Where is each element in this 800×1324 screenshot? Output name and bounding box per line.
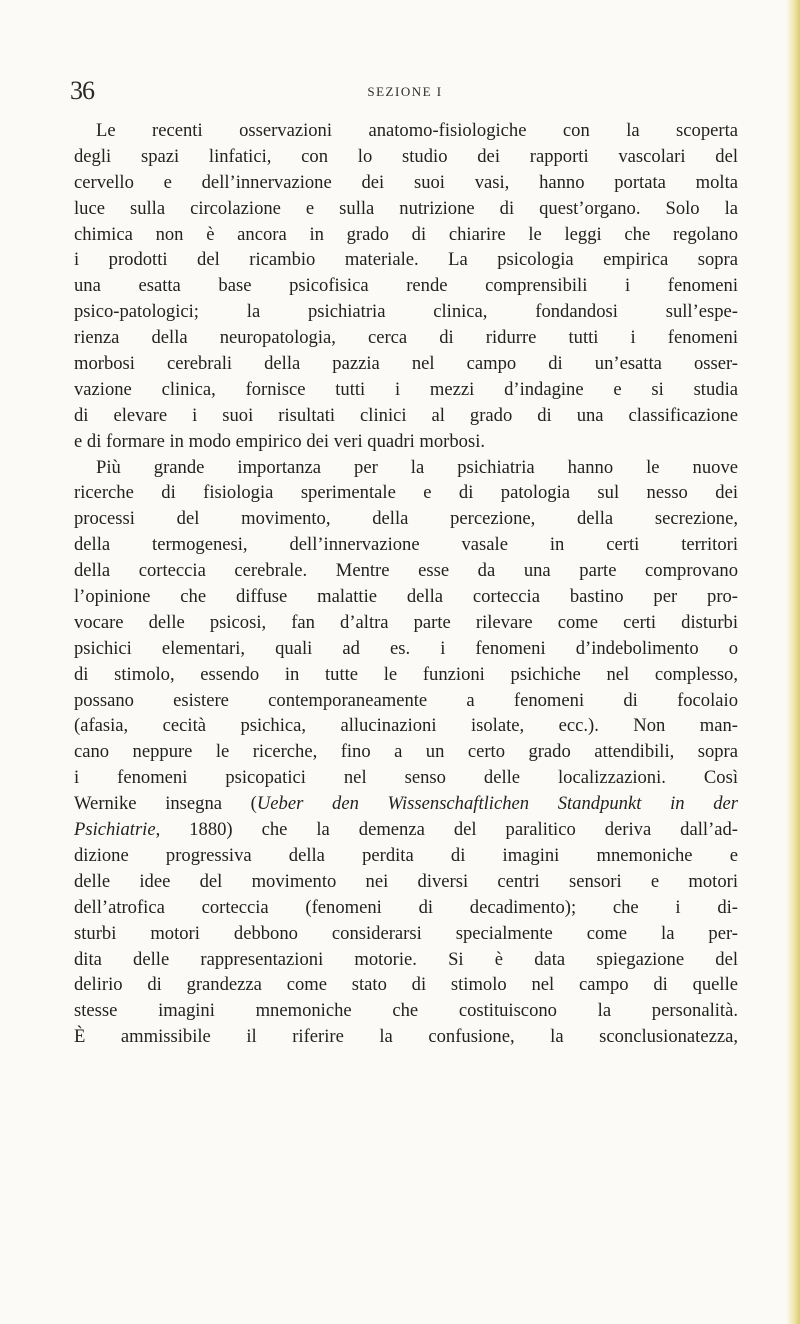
text-line: l’opinione che diffuse malattie della corteccia bastino per pro- bbox=[74, 586, 738, 608]
text-line: dell’atrofica corteccia (fenomeni di decadimento); che i di- bbox=[74, 896, 738, 918]
text-segment: , 1880) che la demenza del paralitico deriva dall’ad- bbox=[155, 819, 738, 841]
text-line: della corteccia cerebrale. Mentre esse da una parte comprovano bbox=[74, 560, 738, 582]
text-line: cano neppure le ricerche, fino a un certo grado attendibili, sopra bbox=[74, 741, 738, 763]
text-line: Più grande importanza per la psichiatria hanno le nuove bbox=[96, 456, 738, 478]
cited-work-title: Ueber den Wissenschaftlichen Standpunkt in der bbox=[256, 793, 738, 815]
text-line: psichici elementari, quali ad es. i fenomeni d’indebolimento o bbox=[74, 637, 738, 659]
text-line: delle idee del movimento nei diversi centri sensori e motori bbox=[74, 870, 738, 892]
text-line: degli spazi linfatici, con lo studio dei rapporti vascolari del bbox=[74, 145, 738, 167]
text-line: i prodotti del ricambio materiale. La psicologia empirica sopra bbox=[74, 249, 738, 271]
text-line: e di formare in modo empirico dei veri quadri morbosi. bbox=[74, 430, 486, 452]
text-line: stesse imagini mnemoniche che costituiscono la personalità. bbox=[74, 1000, 738, 1022]
page-number: 36 bbox=[70, 76, 94, 105]
text-line: rienza della neuropatologia, cerca di ridurre tutti i fenomeni bbox=[74, 327, 738, 349]
text-line: È ammissibile il riferire la confusione, la sconclusionatezza, bbox=[74, 1026, 738, 1048]
text-line bbox=[74, 817, 738, 843]
body-text bbox=[74, 118, 738, 1050]
text-line: una esatta base psicofisica rende comprensibili i fenomeni bbox=[74, 275, 738, 297]
text-line: delirio di grandezza come stato di stimolo nel campo di quelle bbox=[74, 974, 738, 996]
running-head bbox=[70, 76, 740, 106]
text-line: ricerche di fisiologia sperimentale e di patologia sul nesso dei bbox=[74, 482, 738, 504]
text-line: sturbi motori debbono considerarsi specialmente come la per- bbox=[74, 922, 738, 944]
page-edge-shading bbox=[786, 0, 800, 1324]
text-line: della termogenesi, dell’innervazione vasale in certi territori bbox=[74, 534, 738, 556]
text-line: cervello e dell’innervazione dei suoi vasi, hanno portata molta bbox=[74, 171, 738, 193]
cited-work-title-cont: Psichiatrie bbox=[74, 819, 156, 841]
text-line: processi del movimento, della percezione, della secrezione, bbox=[74, 508, 738, 530]
text-line: Le recenti osservazioni anatomo-fisiologiche con la scoperta bbox=[96, 120, 738, 141]
text-line: psico-patologici; la psichiatria clinica, fondandosi sull’espe- bbox=[74, 301, 738, 323]
text-line: dizione progressiva della perdita di imagini mnemoniche e bbox=[74, 844, 738, 866]
text-line: possano esistere contemporaneamente a fenomeni di focolaio bbox=[74, 689, 738, 711]
text-line: i fenomeni psicopatici nel senso delle localizzazioni. Così bbox=[74, 767, 738, 789]
text-line: vocare delle psicosi, fan d’altra parte rilevare come certi disturbi bbox=[74, 611, 738, 633]
text-line: di elevare i suoi risultati clinici al grado di una classificazione bbox=[74, 404, 738, 426]
text-line: vazione clinica, fornisce tutti i mezzi d’indagine e si studia bbox=[74, 378, 738, 400]
text-line bbox=[74, 791, 738, 817]
text-line: morbosi cerebrali della pazzia nel campo di un’esatta osser- bbox=[74, 353, 738, 375]
section-title: SEZIONE I bbox=[367, 84, 443, 99]
text-line: (afasia, cecità psichica, allucinazioni isolate, ecc.). Non man- bbox=[74, 715, 738, 737]
text-line: chimica non è ancora in grado di chiarire le leggi che regolano bbox=[74, 223, 738, 245]
text-line: luce sulla circolazione e sulla nutrizione di quest’organo. Solo la bbox=[74, 197, 738, 219]
text-segment: Wernike insegna ( bbox=[74, 793, 257, 815]
text-line: di stimolo, essendo in tutte le funzioni psichiche nel complesso, bbox=[74, 663, 738, 685]
text-line: dita delle rappresentazioni motorie. Si è data spiegazione del bbox=[74, 948, 738, 970]
